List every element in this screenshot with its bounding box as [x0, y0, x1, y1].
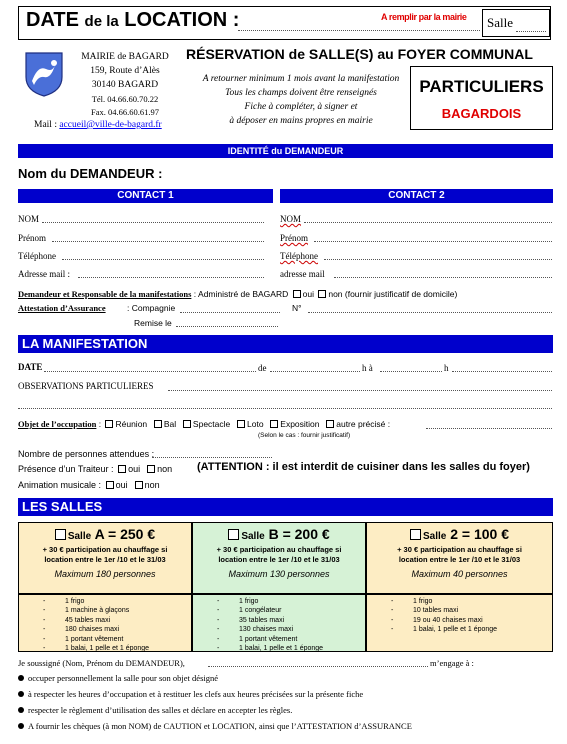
- loto-checkbox[interactable]: [237, 420, 245, 428]
- list-item: - 1 congélateur: [217, 606, 365, 615]
- c2-nom-field[interactable]: [304, 222, 552, 223]
- salle-a-max: Maximum 180 personnes: [54, 569, 156, 579]
- traiteur-oui-checkbox[interactable]: [118, 465, 126, 473]
- c2-telephone-label: Téléphone: [280, 251, 318, 261]
- selon-cas-note: (Selon le cas : fournir justificatif): [258, 432, 351, 439]
- heure-fin-min-field[interactable]: [452, 371, 552, 372]
- c2-prenom-field[interactable]: [314, 241, 552, 242]
- identite-bar: IDENTITÉ du DEMANDEUR: [18, 144, 553, 158]
- admin-oui-checkbox[interactable]: [293, 290, 301, 298]
- numero-field[interactable]: [308, 312, 552, 313]
- c2-telephone-field[interactable]: [324, 259, 552, 260]
- c1-nom-label: NOM: [18, 214, 40, 224]
- contact2-bar: CONTACT 2: [280, 189, 553, 203]
- c1-telephone-field[interactable]: [62, 259, 264, 260]
- salle-2-card: Salle 2 = 100 € + 30 € participation au chauffage si location entre le 1er /10 et le 31/03 Maximum 40 personnes: [366, 522, 553, 594]
- salle-2-max: Maximum 40 personnes: [411, 569, 508, 579]
- nombre-label: Nombre de personnes attendues :: [18, 449, 155, 459]
- objet-occupation-row: Objet de l’occupation : Réunion Bal Spectacle Loto Exposition autre précisé :: [18, 419, 391, 429]
- mairie-fax: Fax. 04.66.60.61.97: [91, 107, 159, 117]
- list-item: - 1 portant vêtement: [217, 635, 365, 644]
- attention-note: (ATTENTION : il est interdit de cuisiner dans les salles du foyer): [197, 461, 530, 473]
- c2-nom-label: NOM: [280, 214, 302, 224]
- list-item: - 1 balai, 1 pelle et 1 éponge: [43, 644, 191, 653]
- c2-prenom-label: Prénom: [280, 233, 308, 243]
- salle-b-checkbox[interactable]: [228, 529, 239, 540]
- c1-prenom-field[interactable]: [52, 241, 264, 242]
- list-item: - 1 frigo: [43, 597, 191, 606]
- salle-2-equipment: [366, 594, 553, 652]
- remplir-note: A remplir par la mairie: [381, 12, 467, 22]
- spectacle-checkbox[interactable]: [183, 420, 191, 428]
- list-item: - 130 chaises maxi: [217, 625, 365, 634]
- c2-mail-label: adresse mail: [280, 269, 325, 279]
- list-item: - 19 ou 40 chaises maxi: [391, 616, 552, 625]
- c1-mail-label: Adresse mail :: [18, 269, 70, 279]
- list-item: - 1 balai, 1 pelle et 1 éponge: [217, 644, 365, 653]
- autre-checkbox[interactable]: [326, 420, 334, 428]
- engagement-item: A fournir les chèques (à mon NOM) de CAUTION et LOCATION, ainsi que l’ATTESTATION d’ASSURANCE: [18, 721, 412, 731]
- engagement-item: à respecter les heures d’occupation et à restituer les clefs aux heures précisées sur la présente fiche: [18, 689, 363, 699]
- compagnie-label: : Compagnie: [127, 303, 176, 313]
- list-item: - 1 frigo: [391, 597, 552, 606]
- autre-field[interactable]: [426, 428, 552, 429]
- c1-telephone-label: Téléphone: [18, 251, 56, 261]
- nom-demandeur-label: Nom du DEMANDEUR :: [18, 166, 163, 181]
- mairie-address2: 30140 BAGARD: [91, 80, 159, 90]
- remise-label: Remise le: [134, 318, 172, 328]
- list-item: - 1 balai, 1 pelle et 1 éponge: [391, 625, 552, 634]
- nombre-field[interactable]: [152, 457, 272, 458]
- animation-oui-checkbox[interactable]: [106, 481, 114, 489]
- traiteur-row: Présence d’un Traiteur : oui non: [18, 464, 173, 474]
- salle-2-checkbox[interactable]: [410, 529, 421, 540]
- soussigne-field[interactable]: [208, 666, 428, 667]
- engagement-engage: m’engage à :: [430, 658, 474, 668]
- animation-non-checkbox[interactable]: [135, 481, 143, 489]
- animation-row: Animation musicale : oui non: [18, 480, 160, 490]
- heure-debut-field[interactable]: [270, 371, 360, 372]
- manifestation-bar: LA MANIFESTATION: [18, 335, 553, 353]
- salle-label: Salle: [487, 15, 513, 30]
- salle-a-checkbox[interactable]: [55, 529, 66, 540]
- date-field[interactable]: [44, 371, 256, 372]
- compagnie-field[interactable]: [180, 312, 280, 313]
- salle-a-card: Salle A = 250 € + 30 € participation au chauffage si location entre le 1er /10 et le 31/03 Maximum 180 personnes: [18, 522, 192, 594]
- particuliers-subtitle: BAGARDOIS: [441, 106, 522, 121]
- engagement-item: occuper personnellement la salle pour son objet désigné: [18, 673, 218, 683]
- c1-mail-field[interactable]: [78, 277, 264, 278]
- instruction-line: A retourner minimum 1 mois avant la manifestation: [202, 74, 400, 84]
- list-item: - 180 chaises maxi: [43, 625, 191, 634]
- engagement-item: respecter le règlement d’utilisation des salles et déclare en accepter les règles.: [18, 705, 292, 715]
- page-title: DATE de la LOCATION :: [26, 9, 240, 31]
- mairie-name: MAIRIE de BAGARD: [81, 52, 169, 62]
- bal-checkbox[interactable]: [154, 420, 162, 428]
- remise-field[interactable]: [176, 326, 278, 327]
- c1-nom-field[interactable]: [42, 222, 264, 223]
- mairie-mail: Mail : accueil@ville-de-bagard.fr: [34, 120, 162, 130]
- coat-of-arms-icon: [24, 51, 64, 97]
- h-a-label: h à: [362, 363, 373, 373]
- reunion-checkbox[interactable]: [105, 420, 113, 428]
- list-item: - 1 frigo: [217, 597, 365, 606]
- attestation-label: Attestation d’Assurance: [18, 303, 106, 313]
- instruction-line: Tous les champs doivent être renseignés: [225, 88, 377, 98]
- list-item: - 45 tables maxi: [43, 616, 191, 625]
- list-item: - 1 portant vêtement: [43, 635, 191, 644]
- engagement-intro: Je soussigné (Nom, Prénom du DEMANDEUR),: [18, 658, 185, 668]
- observations-label: OBSERVATIONS PARTICULIERES: [18, 381, 154, 391]
- admin-non-checkbox[interactable]: [318, 290, 326, 298]
- salle-b-equipment: [192, 594, 366, 652]
- numero-label: N°: [292, 303, 302, 313]
- de-label: de: [258, 363, 267, 373]
- exposition-checkbox[interactable]: [270, 420, 278, 428]
- list-item: - 1 machine à glaçons: [43, 606, 191, 615]
- observations-field-2[interactable]: [18, 408, 552, 409]
- salle-a-equipment: [18, 594, 192, 652]
- salle-b-max: Maximum 130 personnes: [228, 569, 330, 579]
- salles-bar: LES SALLES: [18, 498, 553, 516]
- mail-link[interactable]: accueil@ville-de-bagard.fr: [59, 120, 162, 130]
- list-item: - 35 tables maxi: [217, 616, 365, 625]
- contact1-bar: CONTACT 1: [18, 189, 273, 203]
- instruction-line: à déposer en mains propres en mairie: [229, 116, 373, 126]
- c2-mail-field[interactable]: [334, 277, 552, 278]
- date-label: DATE: [18, 362, 43, 372]
- instruction-line: Fiche à compléter, à signer et: [244, 102, 358, 112]
- list-item: - 10 tables maxi: [391, 606, 552, 615]
- salle-field[interactable]: [516, 31, 546, 32]
- c1-prenom-label: Prénom: [18, 233, 46, 243]
- h-label: h: [444, 363, 449, 373]
- particuliers-title: PARTICULIERS: [419, 77, 544, 96]
- observations-field[interactable]: [168, 390, 552, 391]
- heure-fin-field[interactable]: [380, 371, 442, 372]
- demandeur-responsable-row: Demandeur et Responsable de la manifestations : Administré de BAGARD oui non (fournir justificatif de domicile): [18, 289, 458, 299]
- salle-b-card: Salle B = 200 € + 30 € participation au chauffage si location entre le 1er /10 et le 31/03 Maximum 130 personnes: [192, 522, 366, 594]
- mairie-address1: 159, Route d’Alès: [90, 66, 160, 76]
- reservation-title: RÉSERVATION de SALLE(S) au FOYER COMMUNAL: [186, 46, 533, 62]
- traiteur-non-checkbox[interactable]: [147, 465, 155, 473]
- location-date-field[interactable]: [238, 30, 480, 31]
- mairie-tel: Tél. 04.66.60.70.22: [91, 94, 159, 104]
